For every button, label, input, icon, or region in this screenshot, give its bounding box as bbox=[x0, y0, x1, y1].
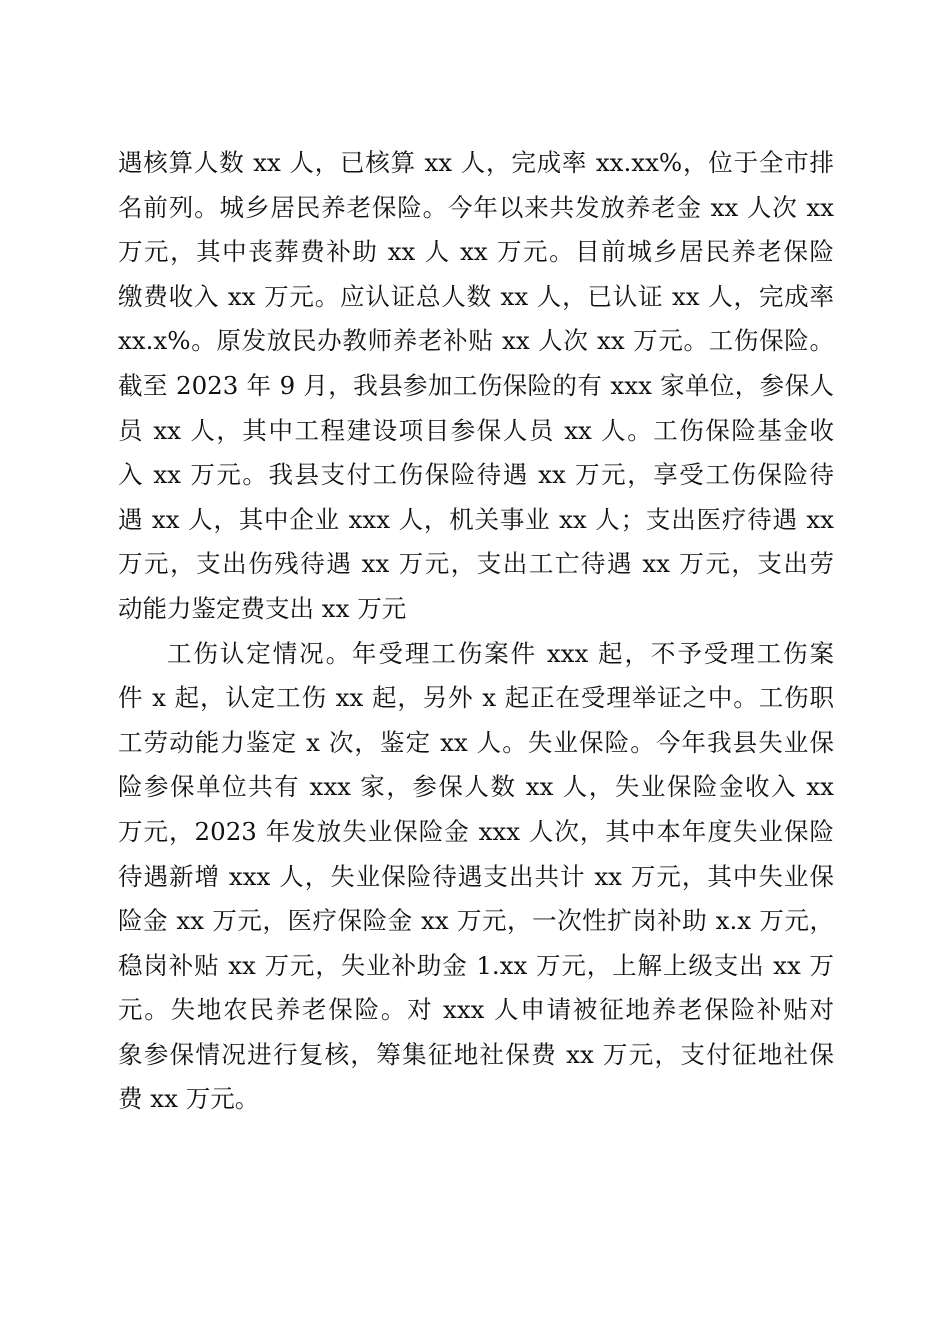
text-line: 万元，2023 年发放失业保险金 xxx 人次，其中本年度失业保险 bbox=[118, 816, 834, 846]
text-line: 遇核算人数 xx 人，已核算 xx 人，完成率 xx.xx%，位于全市排 bbox=[118, 148, 834, 177]
text-line: 费 xx 万元。 bbox=[118, 1084, 260, 1114]
text-line: 象参保情况进行复核，筹集征地社保费 xx 万元，支付征地社保 bbox=[118, 1039, 834, 1069]
text-line: xx.x%。原发放民办教师养老补贴 xx 人次 xx 万元。工伤保险。 bbox=[118, 326, 834, 356]
text-line: 动能力鉴定费支出 xx 万元 bbox=[118, 593, 407, 623]
text-line: 险参保单位共有 xxx 家，参保人数 xx 人，失业保险金收入 xx bbox=[118, 772, 834, 802]
text-line: 待遇新增 xxx 人，失业保险待遇支出共计 xx 万元，其中失业保 bbox=[118, 861, 834, 891]
text-line: 元。失地农民养老保险。对 xxx 人申请被征地养老保险补贴对 bbox=[118, 995, 834, 1025]
text-line: 工伤认定情况。年受理工伤案件 xxx 起，不予受理工伤案 bbox=[167, 638, 834, 668]
text-line: 工劳动能力鉴定 x 次，鉴定 xx 人。失业保险。今年我县失业保 bbox=[118, 727, 834, 757]
text-line: 稳岗补贴 xx 万元，失业补助金 1.xx 万元，上解上级支出 xx 万 bbox=[118, 950, 834, 980]
paragraph-1 bbox=[118, 141, 834, 632]
text-line: 件 x 起，认定工伤 xx 起，另外 x 起正在受理举证之中。工伤职 bbox=[118, 683, 834, 713]
paragraph-2 bbox=[118, 632, 834, 1123]
text-line: 入 xx 万元。我县支付工伤保险待遇 xx 万元，享受工伤保险待 bbox=[118, 460, 834, 490]
text-line: 截至 2023 年 9 月，我县参加工伤保险的有 xxx 家单位，参保人 bbox=[118, 370, 834, 400]
text-line: 万元，其中丧葬费补助 xx 人 xx 万元。目前城乡居民养老保险 bbox=[118, 237, 834, 267]
text-line: 险金 xx 万元，医疗保险金 xx 万元，一次性扩岗补助 x.x 万元， bbox=[118, 906, 834, 936]
document-body bbox=[118, 141, 834, 1122]
text-line: 缴费收入 xx 万元。应认证总人数 xx 人，已认证 xx 人，完成率 bbox=[118, 281, 834, 311]
text-line: 名前列。城乡居民养老保险。今年以来共发放养老金 xx 人次 xx bbox=[118, 192, 834, 222]
text-line: 遇 xx 人，其中企业 xxx 人，机关事业 xx 人；支出医疗待遇 xx bbox=[118, 504, 834, 534]
text-line: 员 xx 人，其中工程建设项目参保人员 xx 人。工伤保险基金收 bbox=[118, 415, 834, 445]
text-line: 万元，支出伤残待遇 xx 万元，支出工亡待遇 xx 万元，支出劳 bbox=[118, 549, 834, 579]
